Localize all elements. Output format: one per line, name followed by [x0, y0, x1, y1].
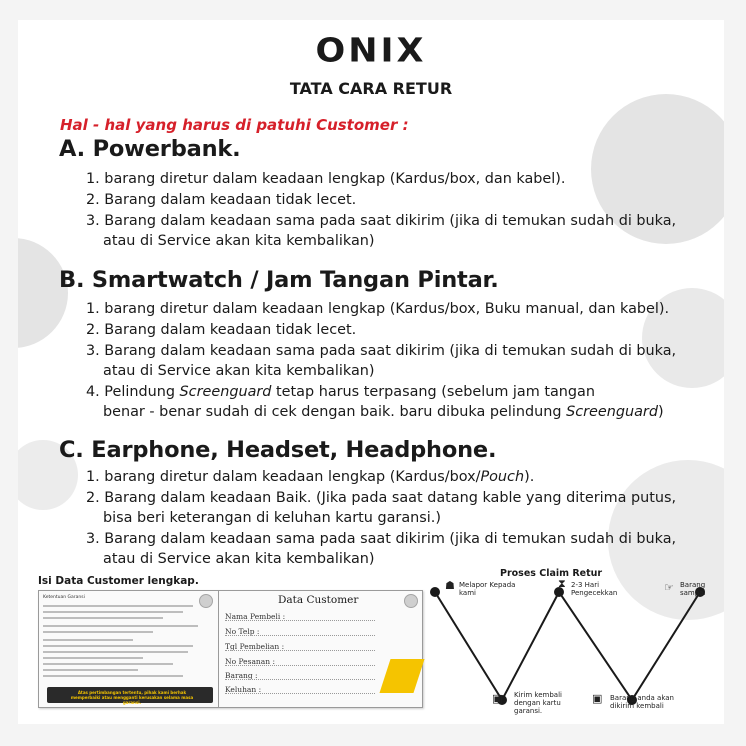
hand-box-icon: ☞	[664, 581, 674, 594]
section-a-item-3-line2: atau di Service akan kita kembalikan)	[103, 233, 375, 249]
section-a-item-3-line1: 3. Barang dalam keadaan sama pada saat dikirim (jika di temukan sudah di buka,	[86, 213, 677, 229]
process-step-4: Kirim kembali dengan kartu garansi.	[514, 691, 562, 715]
section-b-item-2: 2. Barang dalam keadaan tidak lecet.	[86, 322, 357, 338]
section-b-item-3-line2: atau di Service akan kita kembalikan)	[103, 363, 375, 379]
process-step-5: Barang anda akan dikirim kembali	[610, 694, 674, 710]
section-b-item-3-line1: 3. Barang dalam keadaan sama pada saat dikirim (jika di temukan sudah di buka,	[86, 343, 677, 359]
warranty-banner-text: Atas pertimbangan tertentu, pihak kami berhak memperbaiki atau mengganti kerusakan selama masa garansi.	[70, 690, 194, 705]
section-c-item-3-line2: atau di Service akan kita kembalikan)	[103, 551, 375, 567]
section-a-item-1: 1. barang diretur dalam keadaan lengkap (Kardus/box, dan kabel).	[86, 171, 566, 187]
section-b-item-4-line2: benar - benar sudah di cek dengan baik. baru dibuka pelindung Screenguard)	[103, 404, 664, 420]
page-subtitle: TATA CARA RETUR	[289, 79, 453, 98]
process-title: Proses Claim Retur	[500, 568, 603, 579]
brand-logo: ONIX	[315, 32, 427, 70]
hourglass-icon: ⧗	[558, 577, 566, 590]
process-zigzag-line	[18, 20, 724, 724]
process-step-1: Melapor Kepada kami	[459, 581, 516, 597]
section-c-item-1: 1. barang diretur dalam keadaan lengkap (Kardus/box/Pouch).	[86, 469, 535, 485]
section-c-item-2-line2: bisa beri keterangan di keluhan kartu garansi.)	[103, 510, 441, 526]
section-a-title: A. Powerbank.	[59, 136, 241, 162]
field-order-number: No Pesanan :	[225, 657, 275, 666]
section-b-item-4-line1: 4. Pelindung Screenguard tetap harus terpasang (sebelum jam tangan	[86, 384, 595, 400]
process-step-3: Barang sampai	[680, 581, 706, 597]
section-c-item-2-line1: 2. Barang dalam keadaan Baik. (Jika pada saat datang kable yang diterima putus,	[86, 490, 677, 506]
return-procedure-poster	[18, 20, 724, 724]
field-item: Barang :	[225, 671, 258, 680]
field-phone: No Telp :	[225, 627, 260, 636]
section-a-item-2: 2. Barang dalam keadaan tidak lecet.	[86, 192, 357, 208]
customer-notice: Hal - hal yang harus di patuhi Customer :	[60, 116, 409, 134]
section-b-item-1: 1. barang diretur dalam keadaan lengkap (Kardus/box, Buku manual, dan kabel).	[86, 301, 670, 317]
warranty-terms-title: Ketentuan Garansi	[43, 595, 85, 600]
field-buyer-name: Nama Pembeli :	[225, 612, 286, 621]
section-c-item-3-line1: 3. Barang dalam keadaan sama pada saat dikirim (jika di temukan sudah di buka,	[86, 531, 677, 547]
field-purchase-date: Tgl Pembelian :	[225, 642, 285, 651]
field-complaint: Keluhan :	[225, 685, 262, 694]
customer-data-title: Data Customer	[278, 594, 359, 606]
user-report-icon: ☗	[445, 579, 455, 592]
section-c-title: C. Earphone, Headset, Headphone.	[59, 437, 497, 463]
customer-data-heading: Isi Data Customer lengkap.	[38, 575, 199, 587]
ship-box-icon: ▣	[492, 692, 503, 705]
process-node	[430, 587, 440, 597]
delivery-box-icon: ▣	[592, 692, 603, 705]
process-step-2: 2-3 Hari Pengecekkan	[571, 581, 618, 597]
section-b-title: B. Smartwatch / Jam Tangan Pintar.	[59, 267, 499, 293]
